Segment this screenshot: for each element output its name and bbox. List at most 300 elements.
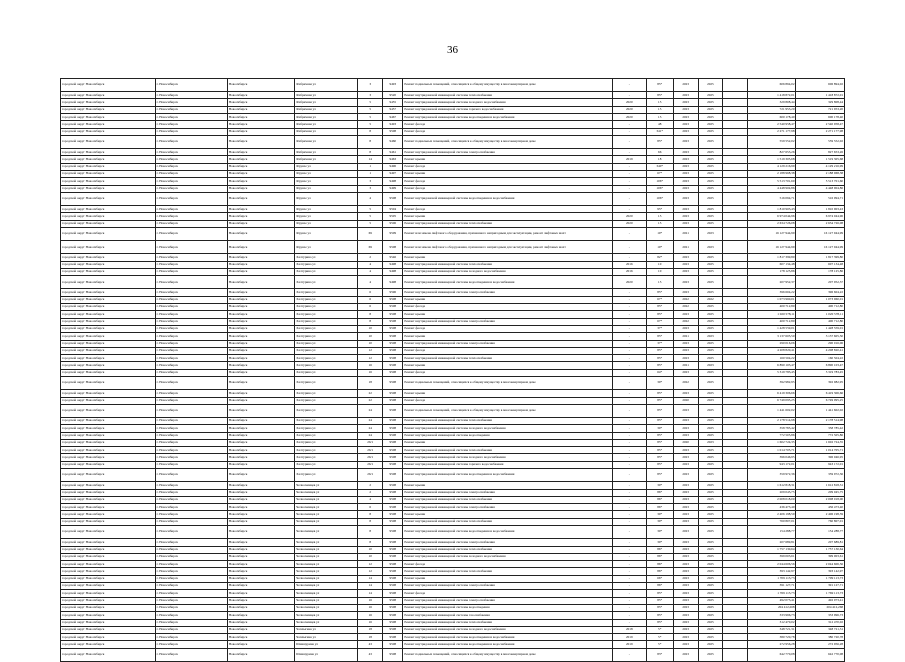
cell-cost-fund: 400 712,80 xyxy=(796,318,845,325)
cell-cost-fund: 400 712,80 xyxy=(796,304,845,311)
cell-municipality: городской округ Новосибирск xyxy=(61,575,156,582)
cell-plan-year-start: 2023 xyxy=(673,461,698,468)
cell-cost-fund: 399 003,61 xyxy=(796,553,845,560)
cell-wear-index: 10* xyxy=(646,228,673,241)
cell-plan-year-end: 2025 xyxy=(698,377,723,390)
cell-last-repair-year: - xyxy=(612,171,646,178)
cell-wear-index: 85* xyxy=(646,597,673,604)
cell-settlement: г. Новосибирск xyxy=(155,590,227,597)
cell-house-number: 1 xyxy=(358,171,383,178)
cell-cost-fund: 16 127 944,99 xyxy=(796,241,845,254)
cell-locality: Новосибирск xyxy=(227,241,295,254)
cell-street: Фабричная ул xyxy=(295,92,358,99)
cell-house-number: 24 xyxy=(358,432,383,439)
cell-municipality: городской округ Новосибирск xyxy=(61,156,156,163)
cell-last-repair-year: - xyxy=(612,289,646,296)
table-row xyxy=(61,626,845,633)
cell-cost-fund: 2 178 514,98 xyxy=(796,418,845,425)
cell-house-number: 6 xyxy=(358,296,383,303)
cell-plan-year-end: 2025 xyxy=(698,469,723,482)
cell-cost-fund: 1 757 130,64 xyxy=(796,546,845,553)
cell-cost-total: 329 808,44 xyxy=(748,99,796,106)
cell-cost-total: 1 810 903,43 xyxy=(748,206,796,213)
cell-last-repair-year: - xyxy=(612,539,646,546)
cell-cost-fund: 207 689,81 xyxy=(796,539,845,546)
cell-house-number: 6 xyxy=(358,289,383,296)
cell-wear-index: 48 xyxy=(646,121,673,128)
cell-plan-year-start: 2023 xyxy=(673,92,698,99)
cell-locality: Новосибирск xyxy=(227,469,295,482)
cell-wear-index: 30* xyxy=(646,425,673,432)
cell-locality: Новосибирск xyxy=(227,340,295,347)
cell-locality: Новосибирск xyxy=(227,575,295,582)
cell-wear-index: 85* xyxy=(646,619,673,626)
table-row xyxy=(61,304,845,311)
cell-work-type: Ремонт крыши xyxy=(403,362,613,369)
cell-settlement: г. Новосибирск xyxy=(155,496,227,503)
table-row xyxy=(61,276,845,289)
cell-spacer xyxy=(723,92,748,99)
cell-house-number: 43 xyxy=(358,648,383,661)
cell-locality: Новосибирск xyxy=(227,590,295,597)
cell-locality: Новосибирск xyxy=(227,92,295,99)
cell-wear-index: 106* xyxy=(646,192,673,205)
cell-locality: Новосибирск xyxy=(227,546,295,553)
cell-spacer xyxy=(723,619,748,626)
cell-cost-total: 827 653,26 xyxy=(748,149,796,156)
cell-locality: Новосибирск xyxy=(227,553,295,560)
cell-spacer xyxy=(723,325,748,332)
cell-cost-fund: 204 412,268 xyxy=(796,604,845,611)
cell-house-number: 8 xyxy=(358,149,383,156)
cell-last-repair-year: - xyxy=(612,489,646,496)
cell-settlement: г. Новосибирск xyxy=(155,439,227,446)
cell-settlement: г. Новосибирск xyxy=(155,92,227,99)
cell-spacer xyxy=(723,590,748,597)
cell-work-type: Ремонт или замена лифтового оборудования, признанного непригодным для эксплуатации, ремонт лифтовых шахт xyxy=(403,241,613,254)
cell-last-repair-year: - xyxy=(612,347,646,354)
cell-wear-index: 15 xyxy=(646,106,673,113)
cell-locality: Новосибирск xyxy=(227,114,295,121)
cell-wear-index: 340* xyxy=(646,163,673,170)
cell-municipality: городской округ Новосибирск xyxy=(61,561,156,568)
cell-locality: Новосибирск xyxy=(227,220,295,227)
cell-settlement: г. Новосибирск xyxy=(155,128,227,135)
cell-last-repair-year: - xyxy=(612,469,646,482)
cell-last-repair-year: - xyxy=(612,185,646,192)
cell-plan-year-end: 2025 xyxy=(698,268,723,275)
cell-cost-fund: 1 073 960,01 xyxy=(796,296,845,303)
cell-street: Шамшурина ул xyxy=(295,641,358,648)
cell-spacer xyxy=(723,311,748,318)
cell-cost-fund: 160 504,22 xyxy=(796,355,845,362)
cell-street: Фрунзе ул xyxy=(295,192,358,205)
cell-spacer xyxy=(723,333,748,340)
cell-plan-year-end: 2025 xyxy=(698,261,723,268)
cell-plan-year-end: 2025 xyxy=(698,318,723,325)
cell-settlement: г. Новосибирск xyxy=(155,504,227,511)
cell-work-type: Ремонт внутридомовой инженерной системы водоотведения и водоснабжения xyxy=(403,469,613,482)
cell-house-number: 5 xyxy=(358,106,383,113)
cell-cost-total: 312 470,02 xyxy=(748,619,796,626)
cell-last-repair-year: 2020 xyxy=(612,276,646,289)
cell-plan-year-start: 2023 xyxy=(673,425,698,432)
cell-spacer xyxy=(723,192,748,205)
cell-locality: Новосибирск xyxy=(227,149,295,156)
cell-house-number: 16 xyxy=(358,612,383,619)
cell-house-id: 9498 xyxy=(383,261,403,268)
cell-house-number: 12 xyxy=(358,568,383,575)
cell-street: Фабричная ул xyxy=(295,106,358,113)
cell-cost-total: 5 513 701,60 xyxy=(748,178,796,185)
cell-wear-index: 85* xyxy=(646,355,673,362)
cell-settlement: г. Новосибирск xyxy=(155,518,227,525)
cell-wear-index: 85* xyxy=(646,604,673,611)
cell-settlement: г. Новосибирск xyxy=(155,318,227,325)
cell-house-number: 5 xyxy=(358,220,383,227)
cell-settlement: г. Новосибирск xyxy=(155,404,227,417)
cell-wear-index: 30* xyxy=(646,526,673,539)
cell-plan-year-start: 2023 xyxy=(673,626,698,633)
cell-work-type: Ремонт фасада xyxy=(403,304,613,311)
cell-street: Халтурина ул xyxy=(295,439,358,446)
cell-cost-total: 380 720,78 xyxy=(748,634,796,641)
cell-settlement: г. Новосибирск xyxy=(155,333,227,340)
cell-cost-fund: 492 073,41 xyxy=(796,597,845,604)
cell-plan-year-start: 2023 xyxy=(673,185,698,192)
cell-cost-total: 6 974 044,96 xyxy=(748,213,796,220)
cell-plan-year-end: 2025 xyxy=(698,178,723,185)
cell-last-repair-year: - xyxy=(612,583,646,590)
cell-house-id: 9493 xyxy=(383,121,403,128)
cell-last-repair-year: - xyxy=(612,121,646,128)
cell-cost-fund: 2 271 177,98 xyxy=(796,128,845,135)
cell-house-number: 4 xyxy=(358,276,383,289)
cell-house-id: 9508 xyxy=(383,518,403,525)
cell-locality: Новосибирск xyxy=(227,106,295,113)
cell-work-type: Ремонт подвальных помещений, относящихся к общему имуществу в многоквартирном доме xyxy=(403,404,613,417)
cell-plan-year-start: 2023 xyxy=(673,454,698,461)
cell-house-number: 8 xyxy=(358,318,383,325)
cell-last-repair-year: 2016 xyxy=(612,261,646,268)
cell-work-type: Ремонт фасада xyxy=(403,206,613,213)
cell-locality: Новосибирск xyxy=(227,268,295,275)
cell-locality: Новосибирск xyxy=(227,482,295,489)
cell-cost-total: 1 428 559,01 xyxy=(748,325,796,332)
cell-plan-year-end: 2023 xyxy=(698,333,723,340)
cell-locality: Новосибирск xyxy=(227,377,295,390)
cell-spacer xyxy=(723,289,748,296)
cell-plan-year-start: 2020 xyxy=(673,397,698,404)
cell-wear-index: 86* xyxy=(646,561,673,568)
cell-house-id: 9508 xyxy=(383,469,403,482)
cell-municipality: городской округ Новосибирск xyxy=(61,648,156,661)
cell-locality: Новосибирск xyxy=(227,634,295,641)
cell-municipality: городской округ Новосибирск xyxy=(61,504,156,511)
cell-work-type: Ремонт внутридомовой инженерной системы теплоснабжения xyxy=(403,220,613,227)
cell-house-number: 4 xyxy=(358,496,383,503)
cell-settlement: г. Новосибирск xyxy=(155,432,227,439)
cell-wear-index: 15 xyxy=(646,114,673,121)
cell-spacer xyxy=(723,228,748,241)
table-row xyxy=(61,461,845,468)
cell-work-type: Ремонт фасада xyxy=(403,325,613,332)
cell-settlement: г. Новосибирск xyxy=(155,163,227,170)
cell-municipality: городской округ Новосибирск xyxy=(61,114,156,121)
cell-wear-index: 85* xyxy=(646,454,673,461)
cell-wear-index: 83* xyxy=(646,648,673,661)
cell-cost-total: 1 602 724,35 xyxy=(748,439,796,446)
cell-street: Фабричная ул xyxy=(295,114,358,121)
cell-wear-index: 85* xyxy=(646,390,673,397)
cell-wear-index: 15 xyxy=(646,213,673,220)
cell-plan-year-start: 2023 xyxy=(673,135,698,148)
cell-last-repair-year: - xyxy=(612,526,646,539)
cell-municipality: городской округ Новосибирск xyxy=(61,454,156,461)
cell-house-number: 8 xyxy=(358,311,383,318)
cell-wear-index: 30* xyxy=(646,539,673,546)
cell-last-repair-year: - xyxy=(612,619,646,626)
cell-locality: Новосибирск xyxy=(227,439,295,446)
cell-street: Фрунзе ул xyxy=(295,206,358,213)
cell-locality: Новосибирск xyxy=(227,518,295,525)
cell-street: Челюскинцев ул xyxy=(295,612,358,619)
cell-spacer xyxy=(723,461,748,468)
cell-cost-fund: 1 441 602,02 xyxy=(796,404,845,417)
cell-municipality: городской округ Новосибирск xyxy=(61,289,156,296)
cell-plan-year-end: 2025 xyxy=(698,156,723,163)
table-row xyxy=(61,369,845,376)
cell-last-repair-year: - xyxy=(612,92,646,99)
cell-plan-year-start: 2022 xyxy=(673,304,698,311)
cell-house-id: 9508 xyxy=(383,390,403,397)
cell-house-id: 9508 xyxy=(383,404,403,417)
cell-last-repair-year: - xyxy=(612,568,646,575)
cell-spacer xyxy=(723,261,748,268)
cell-work-type: Ремонт внутридомовой инженерной системы электроснабжения xyxy=(403,289,613,296)
cell-last-repair-year: - xyxy=(612,79,646,92)
cell-cost-total: 943 172,01 xyxy=(748,461,796,468)
cell-work-type: Ремонт внутридомовой инженерной системы электроснабжения xyxy=(403,597,613,604)
cell-cost-total: 16 127 944,99 xyxy=(748,241,796,254)
cell-municipality: городской округ Новосибирск xyxy=(61,511,156,518)
table-row xyxy=(61,575,845,582)
cell-plan-year-end: 2025 xyxy=(698,206,723,213)
cell-last-repair-year: - xyxy=(612,163,646,170)
cell-cost-fund: 5 513 701,60 xyxy=(796,178,845,185)
cell-cost-total: 400 712,80 xyxy=(748,304,796,311)
cell-last-repair-year: 2019 xyxy=(612,641,646,648)
table-row xyxy=(61,289,845,296)
cell-house-id: 9508 xyxy=(383,369,403,376)
cell-street: Халтурина ул xyxy=(295,454,358,461)
cell-house-id: 9508 xyxy=(383,304,403,311)
cell-plan-year-start: 2021 xyxy=(673,228,698,241)
cell-cost-fund: 4 208 820,41 xyxy=(796,347,845,354)
cell-cost-fund: 6 419 306,66 xyxy=(796,390,845,397)
table-row xyxy=(61,612,845,619)
cell-last-repair-year: - xyxy=(612,241,646,254)
cell-wear-index: 10 xyxy=(646,261,673,268)
cell-street: Халтурина ул xyxy=(295,276,358,289)
table-row xyxy=(61,79,845,92)
cell-plan-year-start: 2023 xyxy=(673,634,698,641)
cell-wear-index: 10 xyxy=(646,268,673,275)
cell-municipality: городской округ Новосибирск xyxy=(61,178,156,185)
cell-cost-fund: 5 319 783,45 xyxy=(796,369,845,376)
cell-house-id: 9508 xyxy=(383,241,403,254)
cell-wear-index: 15 xyxy=(646,276,673,289)
cell-plan-year-end: 2025 xyxy=(698,106,723,113)
table-row xyxy=(61,340,845,347)
cell-plan-year-end: 2025 xyxy=(698,289,723,296)
cell-house-number: 3 xyxy=(358,92,383,99)
cell-house-id: 9508 xyxy=(383,355,403,362)
cell-plan-year-end: 2025 xyxy=(698,432,723,439)
cell-plan-year-start: 2023 xyxy=(673,648,698,661)
cell-last-repair-year: - xyxy=(612,461,646,468)
cell-street: Фабричная ул xyxy=(295,135,358,148)
cell-plan-year-start: 2023 xyxy=(673,496,698,503)
cell-street: Халтурина ул xyxy=(295,318,358,325)
cell-cost-total: 2 044 606,56 xyxy=(748,561,796,568)
cell-last-repair-year: - xyxy=(612,425,646,432)
cell-cost-total: 154 288,77 xyxy=(748,526,796,539)
cell-municipality: городской округ Новосибирск xyxy=(61,276,156,289)
cell-settlement: г. Новосибирск xyxy=(155,539,227,546)
cell-spacer xyxy=(723,583,748,590)
cell-house-id: 9508 xyxy=(383,511,403,518)
cell-last-repair-year: - xyxy=(612,390,646,397)
cell-work-type: Ремонт внутридомовой инженерной системы газоснабжения xyxy=(403,612,613,619)
cell-cost-total: 209 045,75 xyxy=(748,489,796,496)
cell-municipality: городской округ Новосибирск xyxy=(61,192,156,205)
cell-plan-year-end: 2025 xyxy=(698,539,723,546)
cell-spacer xyxy=(723,553,748,560)
table-row xyxy=(61,397,845,404)
cell-plan-year-start: 2023 xyxy=(673,99,698,106)
cell-spacer xyxy=(723,604,748,611)
cell-work-type: Ремонт крыши xyxy=(403,171,613,178)
cell-spacer xyxy=(723,561,748,568)
cell-street: Халтурина ул xyxy=(295,404,358,417)
cell-cost-total: 559 552,02 xyxy=(748,135,796,148)
cell-settlement: г. Новосибирск xyxy=(155,469,227,482)
cell-plan-year-end: 2025 xyxy=(698,575,723,582)
cell-spacer xyxy=(723,318,748,325)
cell-cost-fund: 436 473,40 xyxy=(796,504,845,511)
cell-wear-index: 106* xyxy=(646,185,673,192)
cell-municipality: городской округ Новосибирск xyxy=(61,228,156,241)
cell-wear-index: 15 xyxy=(646,220,673,227)
cell-municipality: городской округ Новосибирск xyxy=(61,79,156,92)
cell-municipality: городской округ Новосибирск xyxy=(61,590,156,597)
cell-plan-year-start: 2023 xyxy=(673,156,698,163)
cell-settlement: г. Новосибирск xyxy=(155,648,227,661)
cell-municipality: городской округ Новосибирск xyxy=(61,626,156,633)
cell-wear-index: 85* xyxy=(646,92,673,99)
cell-house-id: 9505 xyxy=(383,213,403,220)
cell-settlement: г. Новосибирск xyxy=(155,106,227,113)
table-row xyxy=(61,333,845,340)
cell-house-number: 69 xyxy=(358,228,383,241)
cell-cost-total: 1 612 818,31 xyxy=(748,482,796,489)
cell-cost-fund: 392 982,95 xyxy=(796,377,845,390)
cell-work-type: Ремонт внутридомовой инженерной системы теплоснабжения xyxy=(403,92,613,99)
cell-house-number: 26/1 xyxy=(358,461,383,468)
cell-plan-year-end: 2025 xyxy=(698,561,723,568)
cell-spacer xyxy=(723,518,748,525)
cell-street: Фрунзе ул xyxy=(295,171,358,178)
cell-municipality: городской округ Новосибирск xyxy=(61,397,156,404)
cell-cost-fund: 1 014 705,71 xyxy=(796,447,845,454)
cell-spacer xyxy=(723,276,748,289)
cell-plan-year-start: 2023 xyxy=(673,149,698,156)
cell-spacer xyxy=(723,568,748,575)
cell-plan-year-end: 2023 xyxy=(698,241,723,254)
cell-municipality: городской округ Новосибирск xyxy=(61,641,156,648)
cell-cost-fund: 1 612 818,31 xyxy=(796,482,845,489)
cell-house-number: 5 xyxy=(358,213,383,220)
cell-municipality: городской округ Новосибирск xyxy=(61,185,156,192)
cell-last-repair-year: - xyxy=(612,340,646,347)
cell-house-number: 18 xyxy=(358,626,383,633)
cell-street: Челюскинцев ул xyxy=(295,482,358,489)
cell-wear-index: 86* xyxy=(646,568,673,575)
table-row xyxy=(61,504,845,511)
cell-house-number: 10 xyxy=(358,333,383,340)
cell-locality: Новосибирск xyxy=(227,206,295,213)
cell-house-number: 3 xyxy=(358,178,383,185)
cell-plan-year-start: 2023 xyxy=(673,561,698,568)
cell-work-type: Ремонт подвальных помещений, относящихся к общему имуществу в многоквартирном доме xyxy=(403,377,613,390)
table-row xyxy=(61,192,845,205)
cell-house-id: 9508 xyxy=(383,641,403,648)
cell-cost-fund: 4 448 904,86 xyxy=(796,185,845,192)
cell-wear-index: 37* xyxy=(646,325,673,332)
cell-last-repair-year: - xyxy=(612,439,646,446)
cell-house-number: 14 xyxy=(358,583,383,590)
cell-house-number: 18 xyxy=(358,634,383,641)
cell-house-number: 5 xyxy=(358,114,383,121)
cell-plan-year-end: 2025 xyxy=(698,619,723,626)
cell-spacer xyxy=(723,418,748,425)
cell-street: Халтурина ул xyxy=(295,369,358,376)
cell-spacer xyxy=(723,489,748,496)
cell-spacer xyxy=(723,362,748,369)
cell-street: Фабричная ул xyxy=(295,156,358,163)
cell-street: Халтурина ул xyxy=(295,390,358,397)
cell-spacer xyxy=(723,185,748,192)
cell-work-type: Ремонт внутридомовой инженерной системы теплоснабжения xyxy=(403,355,613,362)
cell-plan-year-end: 2025 xyxy=(698,185,723,192)
cell-house-id: 9508 xyxy=(383,482,403,489)
cell-locality: Новосибирск xyxy=(227,185,295,192)
cell-last-repair-year: - xyxy=(612,254,646,261)
cell-settlement: г. Новосибирск xyxy=(155,447,227,454)
cell-cost-fund: 607 134,48 xyxy=(796,261,845,268)
cell-wear-index: 95* xyxy=(646,206,673,213)
cell-wear-index: 67* xyxy=(646,296,673,303)
cell-locality: Новосибирск xyxy=(227,318,295,325)
cell-plan-year-start: 2023 xyxy=(673,355,698,362)
cell-house-id: 9508 xyxy=(383,583,403,590)
cell-spacer xyxy=(723,241,748,254)
table-row xyxy=(61,518,845,525)
cell-house-id: 9508 xyxy=(383,362,403,369)
cell-plan-year-end: 2025 xyxy=(698,213,723,220)
cell-cost-fund: 312 470,02 xyxy=(796,619,845,626)
